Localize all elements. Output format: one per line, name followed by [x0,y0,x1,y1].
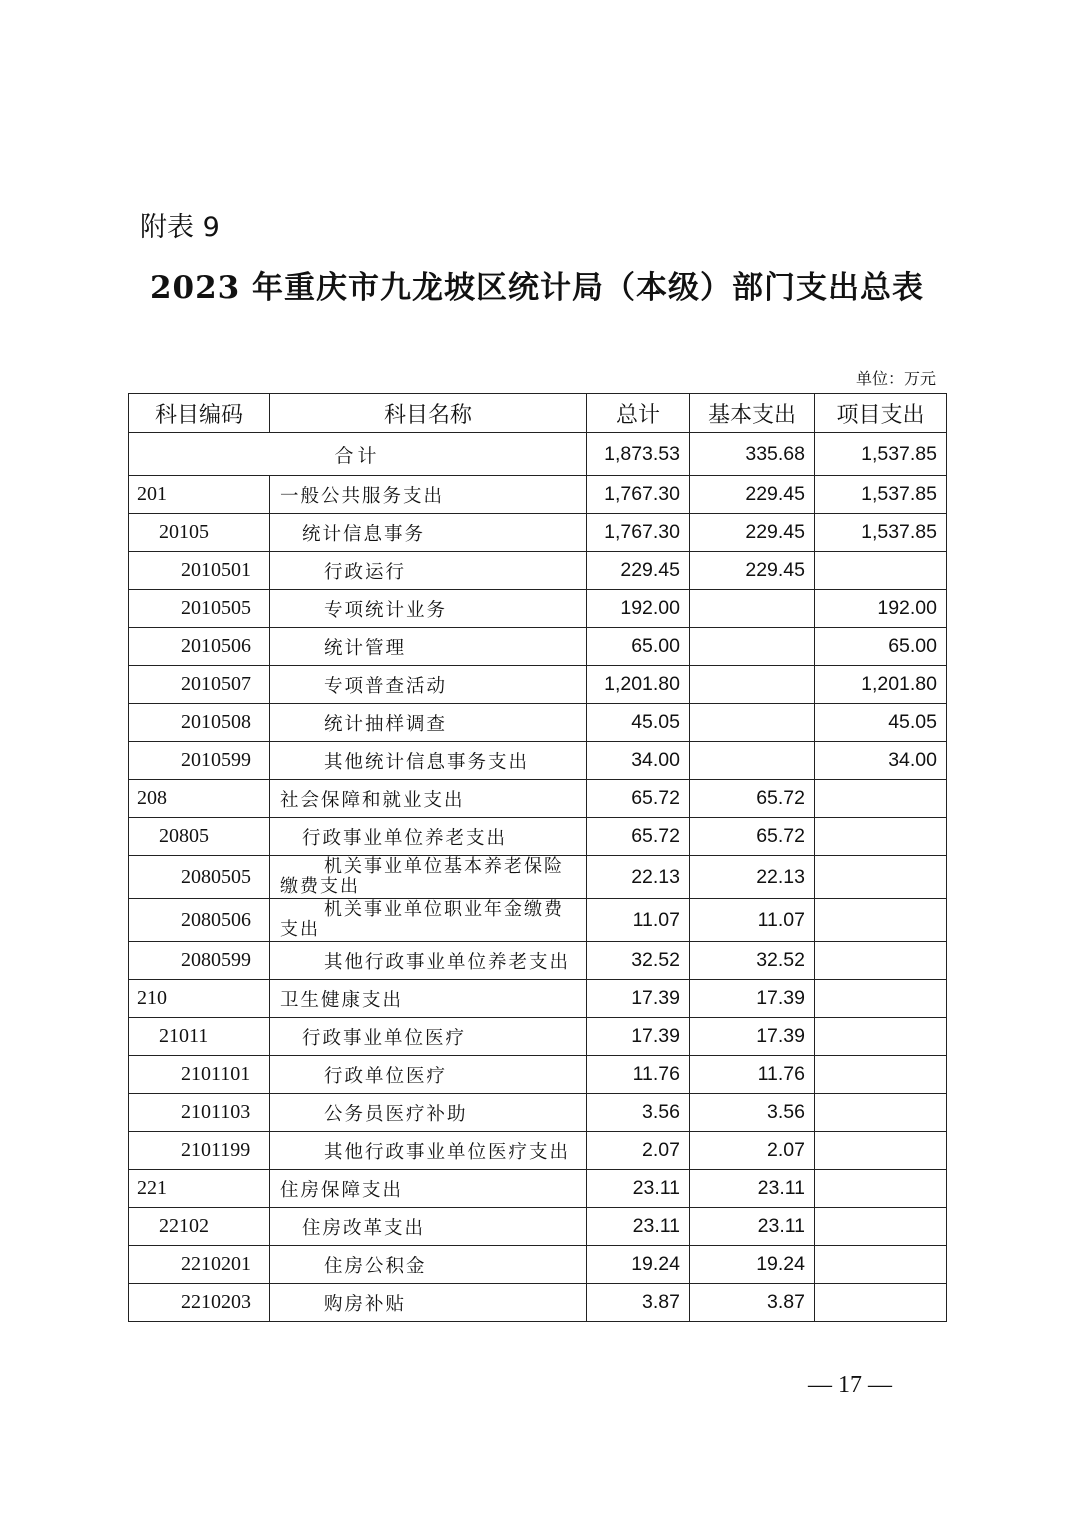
row-name: 其他行政事业单位医疗支出 [270,1132,587,1170]
unit-label: 单位：万元 [855,369,936,388]
row-name: 统计抽样调查 [270,704,587,742]
table-row [129,1094,947,1132]
row-project [815,818,947,856]
row-code: 210 [129,980,270,1018]
table-row [129,1208,947,1246]
table-row [129,856,947,899]
total-project: 1,537.85 [815,433,947,476]
row-project: 1,537.85 [815,476,947,514]
row-total: 23.11 [587,1208,690,1246]
row-basic: 229.45 [690,476,815,514]
total-label: 合计 [129,433,587,476]
row-project [815,552,947,590]
row-basic: 3.56 [690,1094,815,1132]
row-basic: 23.11 [690,1170,815,1208]
row-code: 2010501 [129,552,270,590]
table-row [129,1170,947,1208]
row-project [815,780,947,818]
row-project: 34.00 [815,742,947,780]
row-total: 3.56 [587,1094,690,1132]
row-basic: 2.07 [690,1132,815,1170]
row-name: 卫生健康支出 [270,980,587,1018]
row-project [815,980,947,1018]
row-code: 2080599 [129,942,270,980]
row-name-line1: 机关事业单位基本养老保险 [324,856,564,877]
row-code: 2101199 [129,1132,270,1170]
total-total: 1,873.53 [587,433,690,476]
row-project: 192.00 [815,590,947,628]
row-basic: 229.45 [690,514,815,552]
row-project [815,1056,947,1094]
row-name: 一般公共服务支出 [270,476,587,514]
row-project [815,1132,947,1170]
row-total: 22.13 [587,856,690,899]
row-name: 统计信息事务 [270,514,587,552]
row-name: 行政单位医疗 [270,1056,587,1094]
row-name: 公务员医疗补助 [270,1094,587,1132]
row-code: 22102 [129,1208,270,1246]
table-row [129,704,947,742]
row-name: 其他统计信息事务支出 [270,742,587,780]
row-basic: 65.72 [690,818,815,856]
row-code: 208 [129,780,270,818]
row-code: 2210203 [129,1284,270,1322]
row-total: 2.07 [587,1132,690,1170]
row-total: 17.39 [587,1018,690,1056]
table-header-row [129,394,947,433]
row-total: 11.76 [587,1056,690,1094]
row-total: 65.72 [587,818,690,856]
expenditure-table [128,393,947,1322]
table-row [129,818,947,856]
row-name: 行政事业单位养老支出 [270,818,587,856]
row-basic [690,742,815,780]
row-basic: 3.87 [690,1284,815,1322]
row-name: 统计管理 [270,628,587,666]
row-total: 19.24 [587,1246,690,1284]
table-row [129,552,947,590]
page-number: — 17 — [808,1372,892,1398]
row-project: 1,201.80 [815,666,947,704]
table-row [129,476,947,514]
row-basic [690,704,815,742]
header-total: 总计 [587,394,690,433]
row-code: 2101101 [129,1056,270,1094]
row-project [815,899,947,942]
row-name: 行政事业单位医疗 [270,1018,587,1056]
row-total: 1,767.30 [587,514,690,552]
header-code: 科目编码 [129,394,270,433]
row-code: 2010508 [129,704,270,742]
row-basic: 11.07 [690,899,815,942]
row-name: 住房改革支出 [270,1208,587,1246]
row-code: 2080505 [129,856,270,899]
table-row [129,899,947,942]
row-name-line2: 缴费支出 [280,876,360,897]
row-code: 2010506 [129,628,270,666]
row-name: 住房公积金 [270,1246,587,1284]
row-total: 11.07 [587,899,690,942]
row-basic: 11.76 [690,1056,815,1094]
total-row [129,433,947,476]
row-basic: 17.39 [690,980,815,1018]
row-basic: 229.45 [690,552,815,590]
row-project [815,1018,947,1056]
row-total: 1,201.80 [587,666,690,704]
row-code: 2210201 [129,1246,270,1284]
table-row [129,1132,947,1170]
row-basic [690,590,815,628]
header-basic: 基本支出 [690,394,815,433]
row-total: 34.00 [587,742,690,780]
table-row [129,666,947,704]
row-code: 20105 [129,514,270,552]
row-code: 201 [129,476,270,514]
row-total: 65.72 [587,780,690,818]
row-name [270,856,587,899]
row-name: 购房补贴 [270,1284,587,1322]
row-name: 其他行政事业单位养老支出 [270,942,587,980]
row-total: 17.39 [587,980,690,1018]
row-code: 21011 [129,1018,270,1056]
header-name: 科目名称 [270,394,587,433]
row-basic: 17.39 [690,1018,815,1056]
table-row [129,514,947,552]
table-row [129,980,947,1018]
table-row [129,628,947,666]
row-total: 229.45 [587,552,690,590]
row-total: 32.52 [587,942,690,980]
row-code: 221 [129,1170,270,1208]
row-name: 住房保障支出 [270,1170,587,1208]
row-total: 23.11 [587,1170,690,1208]
table-row [129,1246,947,1284]
row-code: 2010507 [129,666,270,704]
row-code: 2010599 [129,742,270,780]
row-name-line2: 支出 [280,919,320,940]
row-project [815,856,947,899]
row-project [815,1170,947,1208]
row-basic: 19.24 [690,1246,815,1284]
row-basic: 32.52 [690,942,815,980]
row-project [815,942,947,980]
row-code: 2010505 [129,590,270,628]
row-basic: 65.72 [690,780,815,818]
row-total: 1,767.30 [587,476,690,514]
row-basic: 23.11 [690,1208,815,1246]
row-total: 65.00 [587,628,690,666]
row-basic [690,628,815,666]
table-row [129,942,947,980]
row-total: 3.87 [587,1284,690,1322]
row-project [815,1208,947,1246]
row-code: 2080506 [129,899,270,942]
row-basic: 22.13 [690,856,815,899]
attachment-label: 附表 9 [140,212,220,243]
row-project [815,1094,947,1132]
page-title: 2023 年重庆市九龙坡区统计局（本级）部门支出总表 [149,270,925,306]
row-name: 专项统计业务 [270,590,587,628]
table-row [129,742,947,780]
row-project [815,1246,947,1284]
row-total: 45.05 [587,704,690,742]
table-row [129,1018,947,1056]
row-name-line1: 机关事业单位职业年金缴费 [324,899,564,920]
table-row [129,1056,947,1094]
row-name: 社会保障和就业支出 [270,780,587,818]
table-row [129,590,947,628]
row-project: 65.00 [815,628,947,666]
row-project: 45.05 [815,704,947,742]
table-row [129,780,947,818]
row-basic [690,666,815,704]
header-project: 项目支出 [815,394,947,433]
row-code: 20805 [129,818,270,856]
table-row [129,1284,947,1322]
total-basic: 335.68 [690,433,815,476]
row-total: 192.00 [587,590,690,628]
row-name [270,899,587,942]
row-code: 2101103 [129,1094,270,1132]
row-project: 1,537.85 [815,514,947,552]
row-name: 专项普查活动 [270,666,587,704]
row-name: 行政运行 [270,552,587,590]
row-project [815,1284,947,1322]
